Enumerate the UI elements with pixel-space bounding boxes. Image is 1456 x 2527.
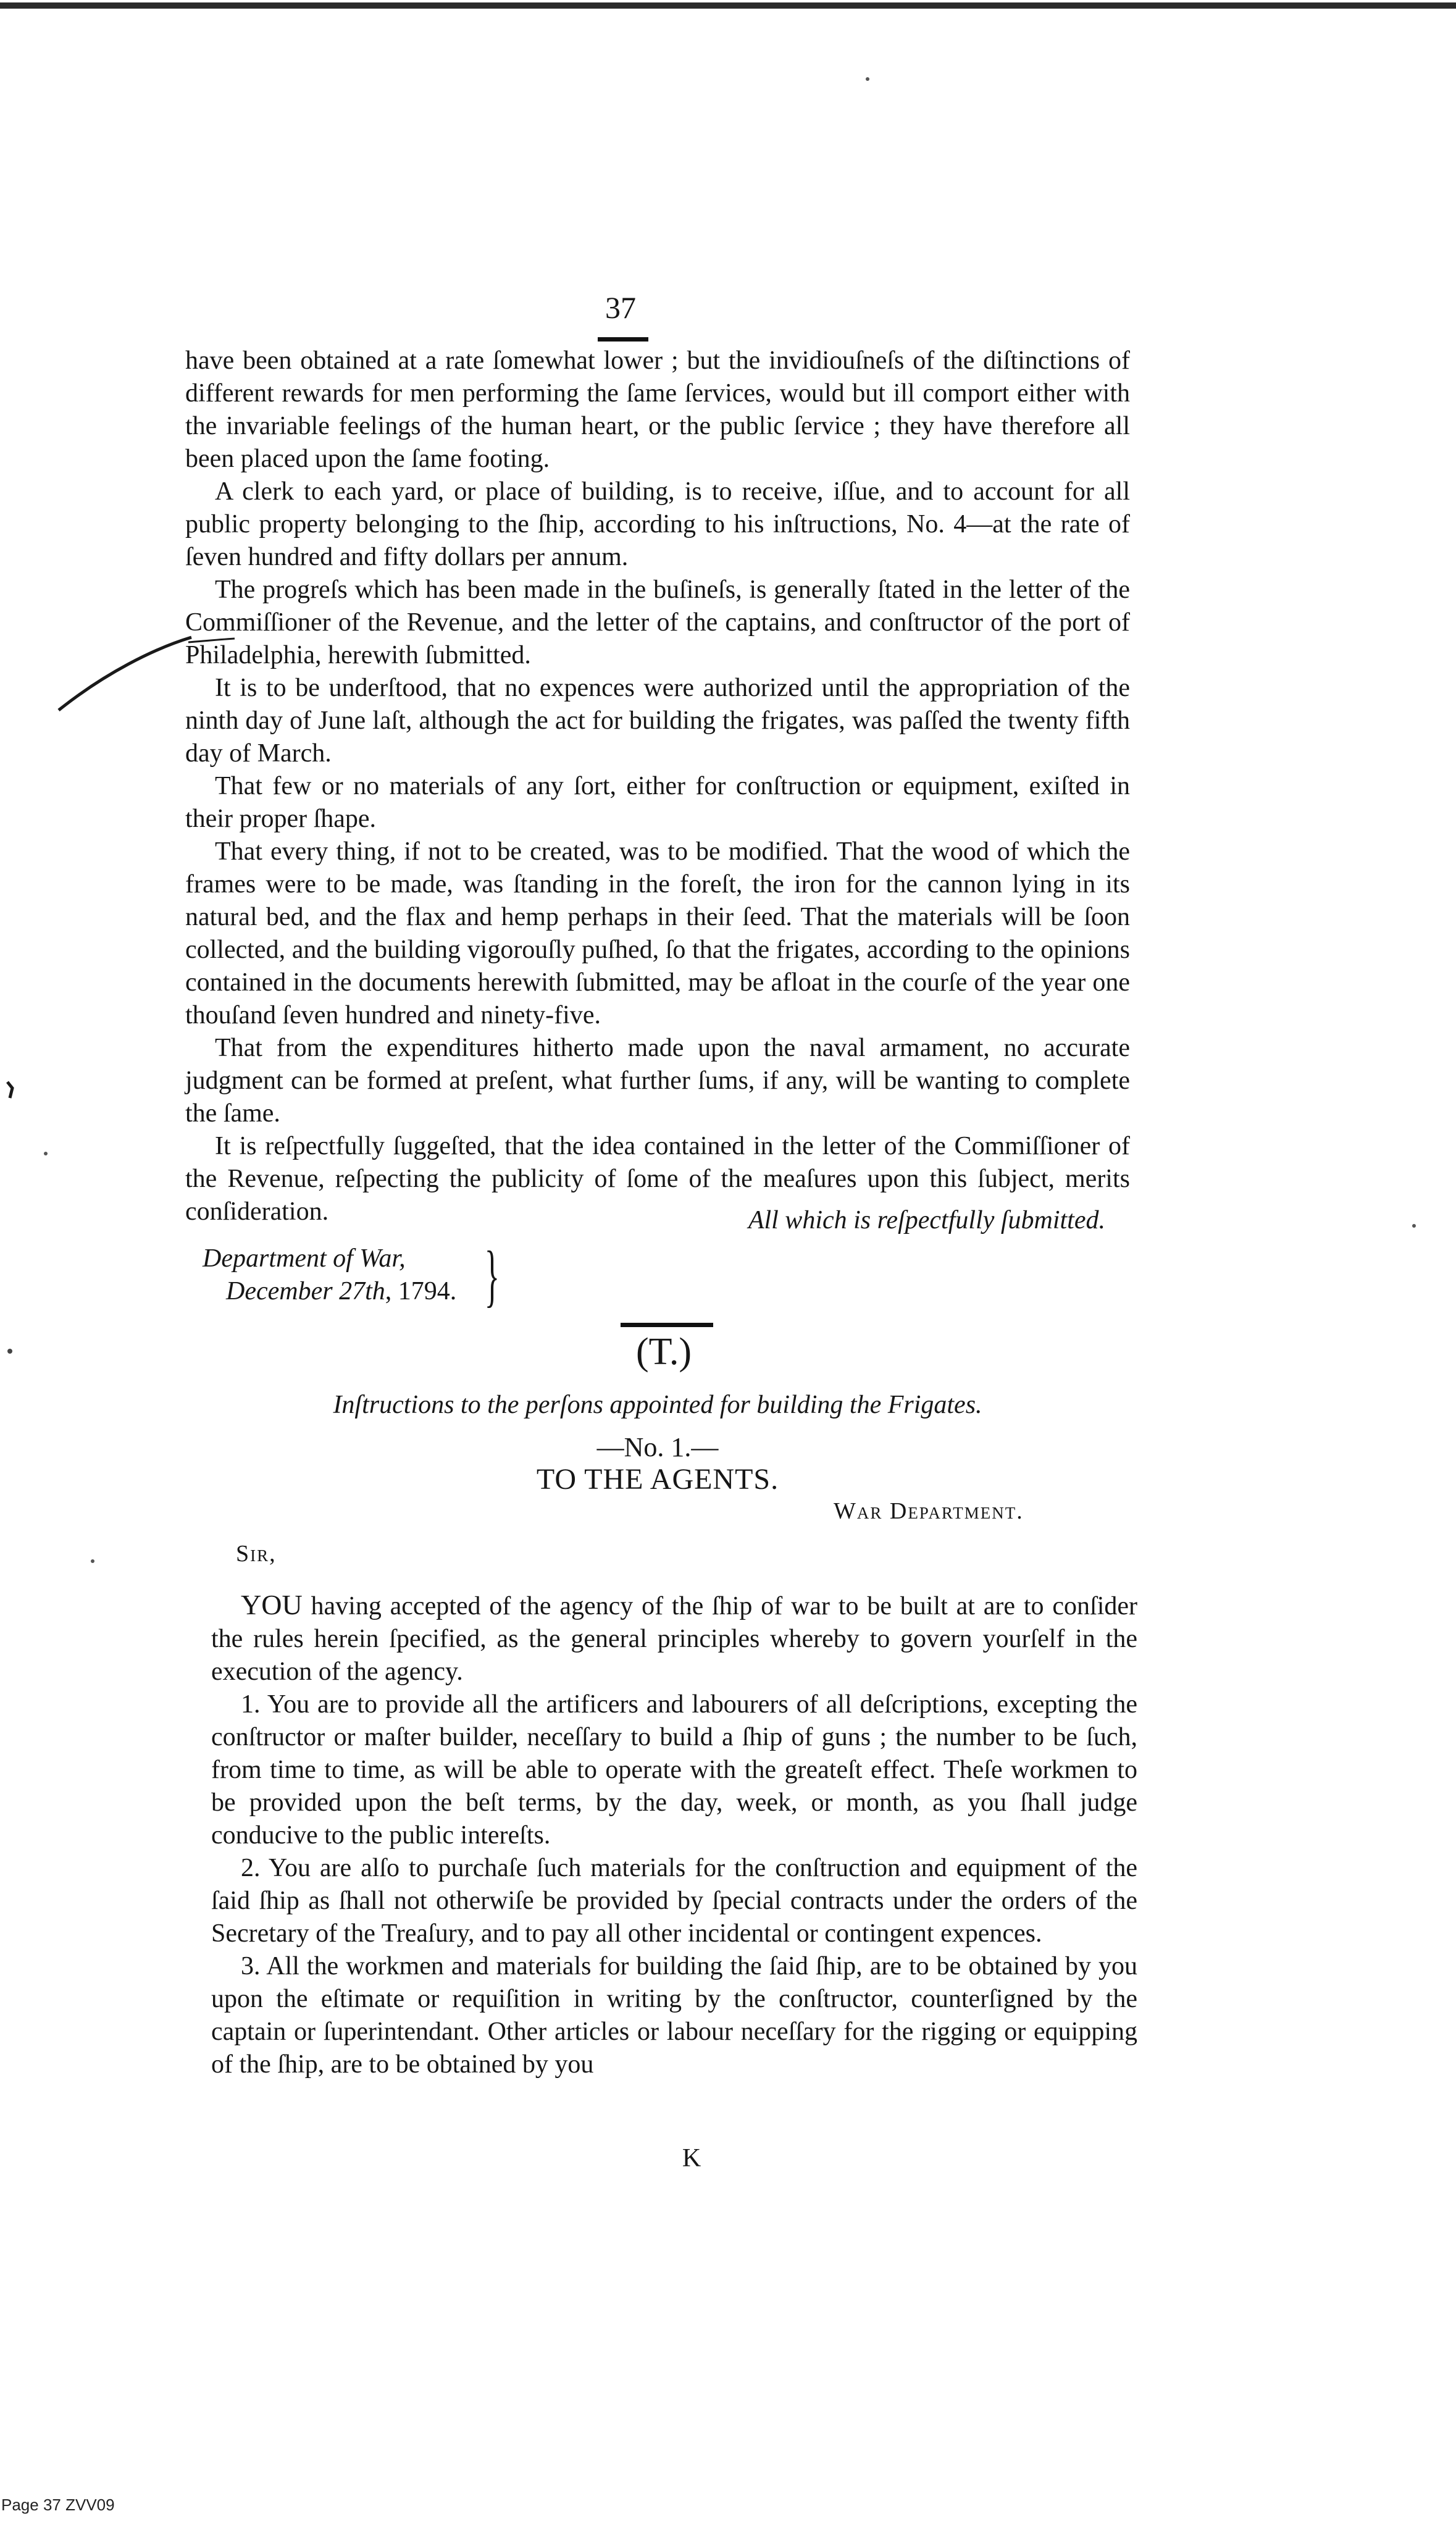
opening-text: having accepted of the agency of the ſhip of war to be built at are to conſider the rules herein ſpecified, as the general principles whereby to govern yourſelf in the execution of the agency. (211, 1592, 1137, 1686)
instruction-paragraph: 3. All the workmen and materials for building the ſaid ſhip, are to be obtained by you upon the eſtimate or requiſition in writing by the conſtructor, counterſigned by the captain or ſuperintendant. Other articles or labour neceſſary for the rigging or equipping of the ſhip, are to be obtained by you (211, 1952, 1137, 2079)
section-rule (621, 1323, 713, 1327)
section-title: Inſtructions to the perſons appointed for building the Frigates. (333, 1391, 982, 1419)
body-text (185, 345, 1130, 1228)
scan-speck-mark (91, 1559, 94, 1563)
paragraph: have been obtained at a rate ſomewhat lower ; but the invidiouſneſs of the diſtinctions of different rewards for men performing the ſame ſervices, would but ill comport either with the invariable feelings of the human heart, or the public ſervice ; they have therefore all been placed upon the ſame footing. (185, 346, 1130, 473)
salutation: Sir, (236, 1541, 277, 1567)
document-number: —No. 1.— (596, 1432, 719, 1462)
paragraph: That every thing, if not to be created, was to be modified. That the wood of which the frames were to be made, was ſtanding in the foreſt, the iron for the cannon lying in its natural bed, and the flax and hemp perhaps in their ſeed. That the materials will be ſoon collected, and the building vigorouſly puſhed, ſo that the frigates, according to the opinions contained in the documents herewith ſubmitted, may be afloat in the courſe of the year one thouſand ſeven hundred and ninety-five. (185, 837, 1130, 1029)
signoff-department: Department of War, (203, 1244, 406, 1273)
pen-stroke-mark (59, 637, 191, 710)
date-prefix: December (226, 1277, 340, 1305)
brace-mark: } (484, 1238, 500, 1314)
instruction-paragraph: 2. You are alſo to purchaſe ſuch materials for the conſtruction and equipment of the ſaid ſhip as ſhall not otherwiſe be provided by ſpecial contracts under the orders of the Secretary of the Treaſury, and to pay all other incidental or contingent expences. (211, 1854, 1137, 1948)
signoff-block (185, 1204, 1130, 1314)
instruction-paragraph (211, 1588, 1137, 1688)
paragraph: That few or no materials of any ſort, either for conſtruction or equipment, exiſted in their proper ſhape. (185, 772, 1130, 833)
margin-tick-mark (7, 1082, 12, 1098)
page-number-rule (598, 337, 648, 342)
page-number: 37 (605, 290, 636, 325)
instruction-paragraph: 1. You are to provide all the artificers and labourers of all deſcriptions, excepting the conſtructor or maſter builder, neceſſary to build a ſhip of guns ; the number to be ſuch, from time to time, as will be able to operate with the greateſt effect. Theſe workmen to be provided upon the beſt terms, by the day, week, or month, as you ſhall judge conducive to the public intereſts. (211, 1690, 1137, 1850)
paragraph: It is to be underſtood, that no expences were authorized until the appropriation of the ninth day of June laſt, although the act for building the frigates, was paſſed the twenty fifth day of March. (185, 674, 1130, 768)
paragraph: It is reſpectfully ſuggeſted, that the idea contained in the letter of the Commiſſioner of the Revenue, reſpecting the publicity of ſome of the meaſures upon this ſubject, merits conſideration. (185, 1132, 1130, 1226)
date-year: , 1794. (385, 1277, 457, 1305)
paragraph: A clerk to each yard, or place of building, is to receive, iſſue, and to account for all public property belonging to the ſhip, according to his inſtructions, No. 4—at the rate of ſeven hundred and fifty dollars per annum. (185, 477, 1130, 571)
top-border-rule (0, 2, 1456, 9)
scan-speck-mark (866, 77, 869, 81)
scan-speck-mark (7, 1349, 12, 1354)
paragraph: The progreſs which has been made in the buſineſs, is generally ſtated in the letter of the Commiſſioner of the Revenue, and the letter of the captains, and conſtructor of the port of Philadelphia, herewith ſubmitted. (185, 576, 1130, 669)
scan-speck-mark (1412, 1224, 1416, 1228)
signoff-date (226, 1275, 456, 1308)
date-day: 27th (339, 1277, 385, 1305)
submitted-line: All which is reſpectfully ſubmitted. (748, 1206, 1105, 1234)
signature-mark: K (682, 2144, 701, 2173)
opening-word: YOU (241, 1589, 303, 1620)
scan-footer-label: Page 37 ZVV09 (1, 2496, 115, 2514)
paragraph: That from the expenditures hitherto made upon the naval armament, no accurate judgment can be formed at preſent, what further ſums, if any, will be wanting to complete the ſame. (185, 1034, 1130, 1128)
instructions-text (211, 1555, 1137, 2081)
department-heading: War Department. (834, 1498, 1024, 1524)
section-label: (T.) (635, 1331, 692, 1373)
document-heading: TO THE AGENTS. (536, 1463, 779, 1496)
scan-speck-mark (44, 1152, 48, 1155)
